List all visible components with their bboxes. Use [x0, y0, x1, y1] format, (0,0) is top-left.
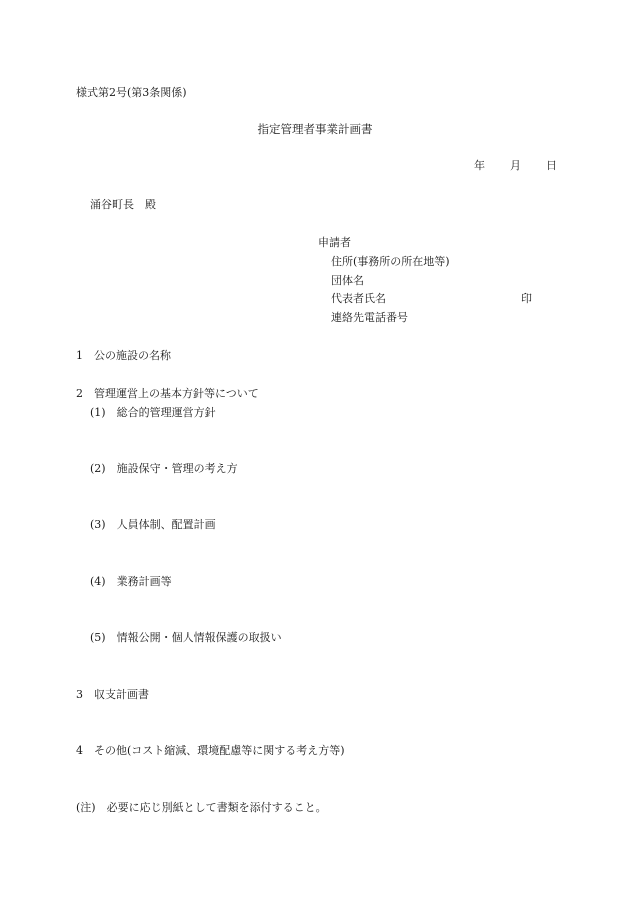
document-title: 指定管理者事業計画書 — [257, 122, 373, 136]
section-2-item-3: (3) 人員体制、配置計画 — [90, 518, 216, 531]
seal-mark: 印 — [521, 292, 532, 305]
section-2-item-1: (1) 総合的管理運営方針 — [90, 406, 216, 419]
applicant-representative-label: 代表者氏名 — [331, 292, 386, 305]
applicant-heading: 申請者 — [318, 236, 351, 249]
section-2-item-4: (4) 業務計画等 — [90, 575, 172, 588]
date-line — [0, 160, 630, 174]
section-3: 3 収支計画書 — [76, 688, 149, 701]
date-month: 月 — [510, 159, 521, 172]
note: (注) 必要に応じ別紙として書類を添付すること。 — [76, 801, 327, 814]
section-2-item-2: (2) 施設保守・管理の考え方 — [90, 462, 238, 475]
date-day: 日 — [546, 159, 557, 172]
applicant-phone-label: 連絡先電話番号 — [331, 311, 408, 324]
section-2: 2 管理運営上の基本方針等について — [76, 387, 259, 400]
applicant-org-label: 団体名 — [331, 274, 364, 287]
date-year: 年 — [474, 159, 485, 172]
section-2-item-5: (5) 情報公開・個人情報保護の取扱い — [90, 631, 282, 644]
applicant-address-label: 住所(事務所の所在地等) — [331, 255, 450, 268]
addressee: 涌谷町長 殿 — [90, 198, 156, 211]
section-4: 4 その他(コスト縮減、環境配慮等に関する考え方等) — [76, 744, 345, 757]
section-1: 1 公の施設の名称 — [76, 349, 171, 362]
form-id: 様式第2号(第3条関係) — [76, 86, 187, 99]
